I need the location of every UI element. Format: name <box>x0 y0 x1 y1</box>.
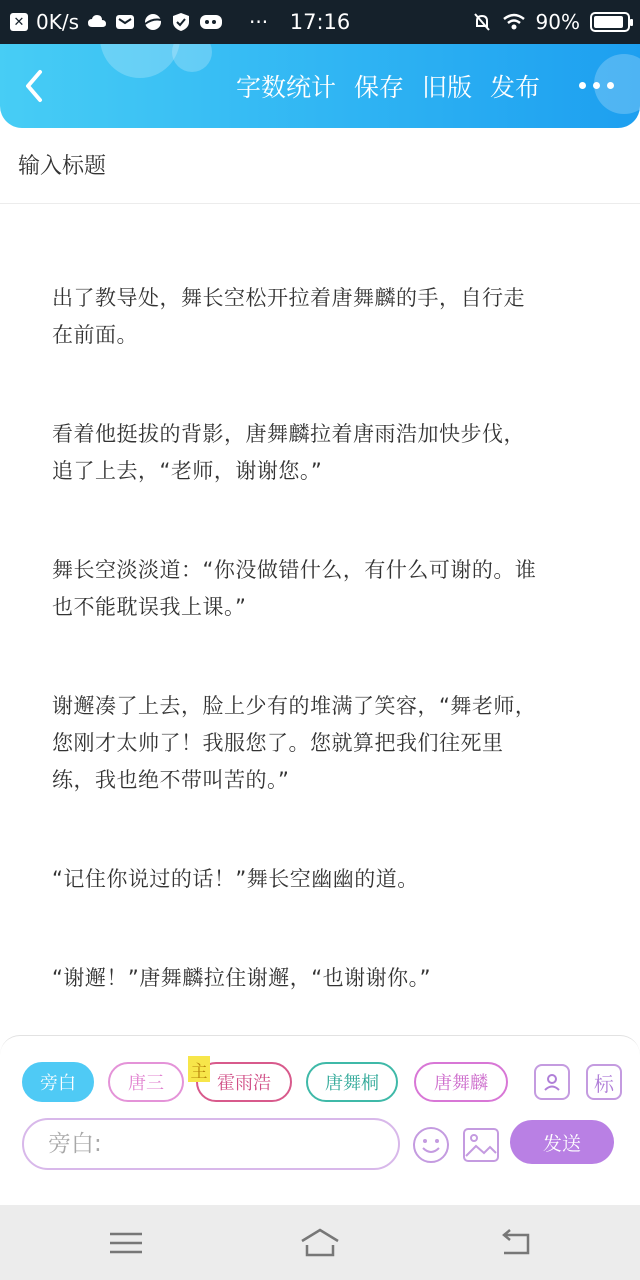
wifi-icon <box>502 12 526 32</box>
paragraph: “记住你说过的话！”舞长空幽幽的道。 <box>52 867 419 891</box>
paragraph: 看着他挺拔的背影，唐舞麟拉着唐雨浩加快步伐，追了上去，“老师，谢谢您。” <box>52 422 525 483</box>
more-menu-icon[interactable] <box>579 82 614 89</box>
status-bar <box>0 0 640 44</box>
composer-input-row <box>22 1118 622 1170</box>
contacts-icon[interactable] <box>534 1064 570 1100</box>
battery-fill <box>594 16 623 28</box>
story-content[interactable] <box>52 280 542 1059</box>
home-icon[interactable] <box>298 1225 342 1261</box>
message-input[interactable] <box>22 1118 400 1170</box>
old-version-button[interactable]: 旧版 <box>421 73 472 102</box>
main-character-tag: 主 <box>188 1056 210 1082</box>
image-icon[interactable] <box>462 1126 500 1164</box>
status-right <box>472 0 630 44</box>
send-button[interactable]: 发送 <box>510 1120 614 1164</box>
system-nav-bar <box>0 1205 640 1280</box>
character-chips <box>22 1062 622 1104</box>
battery-percent: 90% <box>535 10 580 34</box>
back-icon[interactable] <box>18 66 54 106</box>
decorative-bubble <box>100 44 180 78</box>
save-button[interactable]: 保存 <box>353 73 404 102</box>
network-speed: 0K/s <box>36 10 79 34</box>
decorative-bubble <box>172 44 212 72</box>
clock: 17:16 <box>289 10 351 34</box>
paragraph: 谢邂凑了上去，脸上少有的堆满了笑容，“舞老师，您刚才太帅了！我服您了。您就算把我们往死里练，我也绝不带叫苦的。” <box>52 694 537 792</box>
paragraph: 出了教导处，舞长空松开拉着唐舞麟的手，自行走在前面。 <box>52 286 525 347</box>
word-count-button[interactable]: 字数统计 <box>235 73 336 102</box>
emoji-icon[interactable] <box>412 1126 450 1164</box>
close-notification-icon: ✕ <box>10 13 28 31</box>
composer-panel <box>0 1035 640 1170</box>
character-chip-tang-wutong[interactable]: 唐舞桐 <box>306 1062 398 1102</box>
menu-icon[interactable] <box>106 1225 146 1261</box>
title-row <box>0 128 640 204</box>
back-nav-icon[interactable] <box>496 1225 536 1261</box>
publish-button[interactable]: 发布 <box>489 73 540 102</box>
tag-button[interactable]: 标 <box>586 1064 622 1100</box>
more-notifications: ··· <box>249 10 269 34</box>
battery-icon <box>590 12 630 32</box>
character-chip-tang-san[interactable]: 唐三 <box>108 1062 184 1102</box>
character-chip-huo-yuhao[interactable]: 霍雨浩 <box>196 1062 292 1102</box>
paragraph: “谢邂！”唐舞麟拉住谢邂，“也谢谢你。” <box>52 966 432 990</box>
paragraph: 舞长空淡淡道：“你没做错什么，有什么可谢的。谁也不能耽误我上课。” <box>52 558 537 619</box>
header-actions <box>236 44 540 128</box>
mute-bell-icon <box>472 12 492 32</box>
character-chip-narrator[interactable]: 旁白 <box>22 1062 94 1102</box>
editor-header <box>0 44 640 128</box>
title-input[interactable] <box>18 146 618 186</box>
character-chip-tang-wulin[interactable]: 唐舞麟 <box>414 1062 508 1102</box>
